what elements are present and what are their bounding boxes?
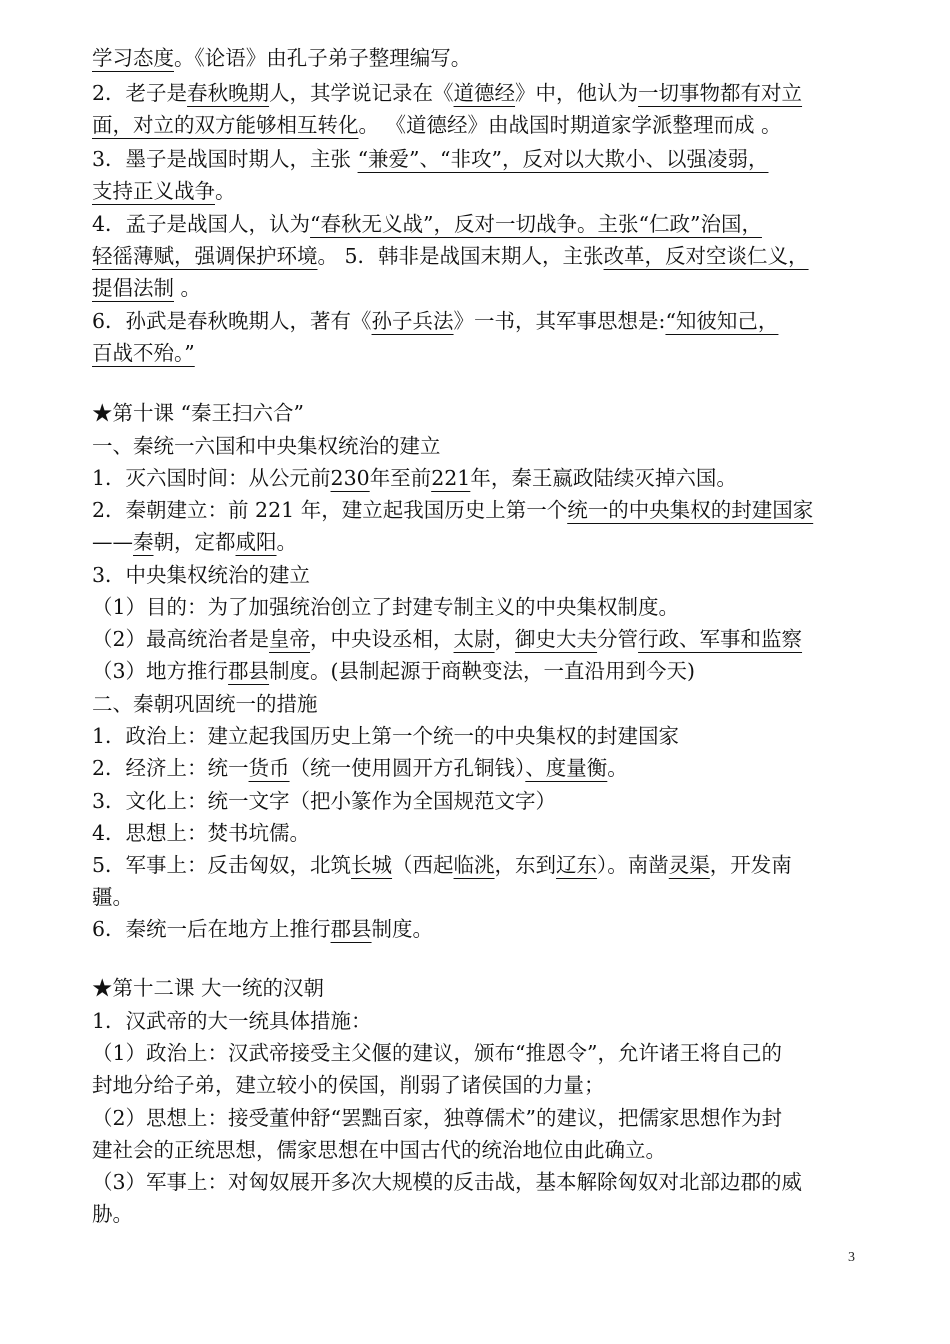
text-span: 2．经济上：统一: [92, 756, 249, 780]
text-line: [92, 974, 872, 1004]
text-span: （1）政治上：汉武帝接受主父偃的建议，颁布“推恩令”，允许诸王将自己的: [92, 1041, 783, 1065]
text-line: [92, 432, 872, 462]
text-span: 》中，他认为: [515, 81, 639, 105]
text-span: ，东到: [494, 853, 557, 877]
text-line: [92, 44, 872, 74]
underlined-text: 秦: [133, 530, 154, 554]
text-line: [92, 399, 872, 429]
underlined-text: 统一的中央集权的封建国家: [567, 498, 814, 522]
text-span: 建社会的正统思想，儒家思想在中国古代的统治地位由此确立。: [92, 1138, 666, 1162]
underlined-text: 咸阳: [235, 530, 277, 554]
text-span: 胁。: [92, 1202, 133, 1226]
underlined-text: “春秋无义战”，反对一切战争。主张“仁政”治国，: [310, 212, 762, 236]
text-span: 二、秦朝巩固统一的措施: [92, 692, 318, 716]
text-line: [92, 496, 872, 526]
text-span: ★第十二课 大一统的汉朝: [92, 976, 325, 1000]
text-line: [92, 787, 872, 817]
text-line: [92, 722, 872, 752]
text-span: 3．中央集权统治的建立: [92, 563, 311, 587]
text-span: 疆。: [92, 885, 133, 909]
text-line: [92, 1071, 872, 1101]
text-span: 分管: [597, 627, 639, 651]
text-line: [92, 1136, 872, 1166]
text-span: 制度。: [371, 917, 434, 941]
underlined-text: 临洮: [453, 853, 495, 877]
text-line: [92, 242, 872, 272]
text-line: [92, 1039, 872, 1069]
underlined-text: 太尉: [453, 627, 495, 651]
text-span: 。: [276, 530, 297, 554]
underlined-text: 轻徭薄赋，强调保护环境: [92, 244, 318, 268]
text-span: 。 5．韩非是战国末期人，主张: [317, 244, 604, 268]
text-span: 》一书，其军事思想是:: [453, 309, 666, 333]
text-line: [92, 145, 872, 175]
underlined-text: 辽东: [556, 853, 598, 877]
underlined-text: 221: [431, 466, 471, 490]
text-span: 2．老子是: [92, 81, 188, 105]
text-line: [92, 1104, 872, 1134]
text-span: 。: [607, 756, 628, 780]
text-line: [92, 915, 872, 945]
text-line: [92, 657, 872, 687]
text-span: ——: [92, 530, 133, 554]
underlined-text: 郡县: [330, 917, 372, 941]
text-line: [92, 528, 872, 558]
text-line: [92, 307, 872, 337]
text-span: 。《论语》由孔子弟子整理编写。: [174, 46, 472, 70]
text-line: [92, 883, 872, 913]
underlined-text: 改革，反对空谈仁义，: [603, 244, 809, 268]
text-span: （1）目的：为了加强统治创立了封建专制主义的中央集权制度。: [92, 595, 680, 619]
text-line: [92, 754, 872, 784]
text-span: 年，秦王嬴政陆续灭掉六国。: [470, 466, 737, 490]
text-span: 5．军事上：反击匈奴，北筑: [92, 853, 352, 877]
underlined-text: 百战不殆。”: [92, 341, 195, 365]
text-span: ）。南凿: [597, 853, 669, 877]
text-span: （统一使用圆开方孔铜钱）: [289, 756, 526, 780]
text-span: （2）最高统治者是: [92, 627, 270, 651]
text-span: 人，其学说记录在《: [269, 81, 454, 105]
text-span: 4．思想上：焚书坑儒。: [92, 821, 311, 845]
text-span: （3）地方推行: [92, 659, 229, 683]
underlined-text: 孙子兵法: [371, 309, 454, 333]
text-line: [92, 1007, 872, 1037]
underlined-text: 郡县: [228, 659, 270, 683]
underlined-text: 御史大夫: [515, 627, 598, 651]
underlined-text: 230: [330, 466, 370, 490]
text-span: 1．汉武帝的大一统具体措施：: [92, 1009, 372, 1033]
underlined-text: 长城: [351, 853, 393, 877]
text-line: [92, 1168, 872, 1198]
text-line: [92, 625, 872, 655]
text-line: [92, 851, 872, 881]
text-line: [92, 177, 872, 207]
text-span: 制度。(县制起源于商鞅变法，一直沿用到今天): [269, 659, 696, 683]
page-number: 3: [848, 1250, 855, 1265]
text-span: 年至前: [369, 466, 432, 490]
text-line: [92, 819, 872, 849]
text-line: [92, 593, 872, 623]
underlined-text: “兼爱”、“非攻”，反对以大欺小、以强凌弱，: [357, 147, 769, 171]
text-span: 3．墨子是战国时期人，主张: [92, 147, 358, 171]
text-span: 朝，定都: [153, 530, 236, 554]
text-span: 4．孟子是战国人，认为: [92, 212, 311, 236]
text-span: （2）思想上：接受董仲舒“罢黜百家，独尊儒术”的建议，把儒家思想作为封: [92, 1106, 783, 1130]
underlined-text: 提倡法制: [92, 276, 174, 300]
text-span: 2．秦朝建立：前 221 年，建立起我国历史上第一个: [92, 498, 568, 522]
text-span: （西起: [392, 853, 454, 877]
underlined-text: 货币: [248, 756, 290, 780]
text-span: （3）军事上：对匈奴展开多次大规模的反击战，基本解除匈奴对北部边郡的威: [92, 1170, 803, 1194]
underlined-text: 学习态度: [92, 46, 174, 70]
text-span: 6．秦统一后在地方上推行: [92, 917, 331, 941]
text-line: [92, 464, 872, 494]
text-span: 3．文化上：统一文字（把小篆作为全国规范文字）: [92, 789, 557, 813]
text-line: [92, 111, 872, 141]
text-span: 一、秦统一六国和中央集权统治的建立: [92, 434, 441, 458]
text-span: 1．灭六国时间：从公元前: [92, 466, 331, 490]
text-span: 。 《道德经》由战国时期道家学派整理而成 。: [358, 113, 782, 137]
text-span: 。: [174, 276, 202, 300]
underlined-text: 、度量衡: [525, 756, 608, 780]
text-span: 封地分给子弟，建立较小的侯国，削弱了诸侯国的力量；: [92, 1073, 605, 1097]
underlined-text: 一切事物都有对立: [638, 81, 803, 105]
underlined-text: 面，对立的双方能够相互转化: [92, 113, 359, 137]
text-span: ★第十课 “秦王扫六合”: [92, 401, 304, 425]
text-span: 1．政治上：建立起我国历史上第一个统一的中央集权的封建国家: [92, 724, 680, 748]
text-line: [92, 1200, 872, 1230]
text-span: 6．孙武是春秋晚期人，著有《: [92, 309, 372, 333]
text-line: [92, 274, 872, 304]
underlined-text: 道德经: [453, 81, 516, 105]
text-line: [92, 561, 872, 591]
underlined-text: 皇帝: [269, 627, 311, 651]
text-span: ，中央设丞相，: [310, 627, 454, 651]
text-line: [92, 79, 872, 109]
text-span: ，: [494, 627, 516, 651]
text-span: ，开发南: [709, 853, 792, 877]
underlined-text: 灵渠: [668, 853, 710, 877]
underlined-text: 支持正义战争: [92, 179, 215, 203]
underlined-text: 行政、军事和监察: [638, 627, 803, 651]
underlined-text: “知彼知己，: [665, 309, 779, 333]
underlined-text: 春秋晚期: [187, 81, 270, 105]
text-line: [92, 210, 872, 240]
text-line: [92, 690, 872, 720]
text-span: 。: [215, 179, 236, 203]
text-line: [92, 339, 872, 369]
